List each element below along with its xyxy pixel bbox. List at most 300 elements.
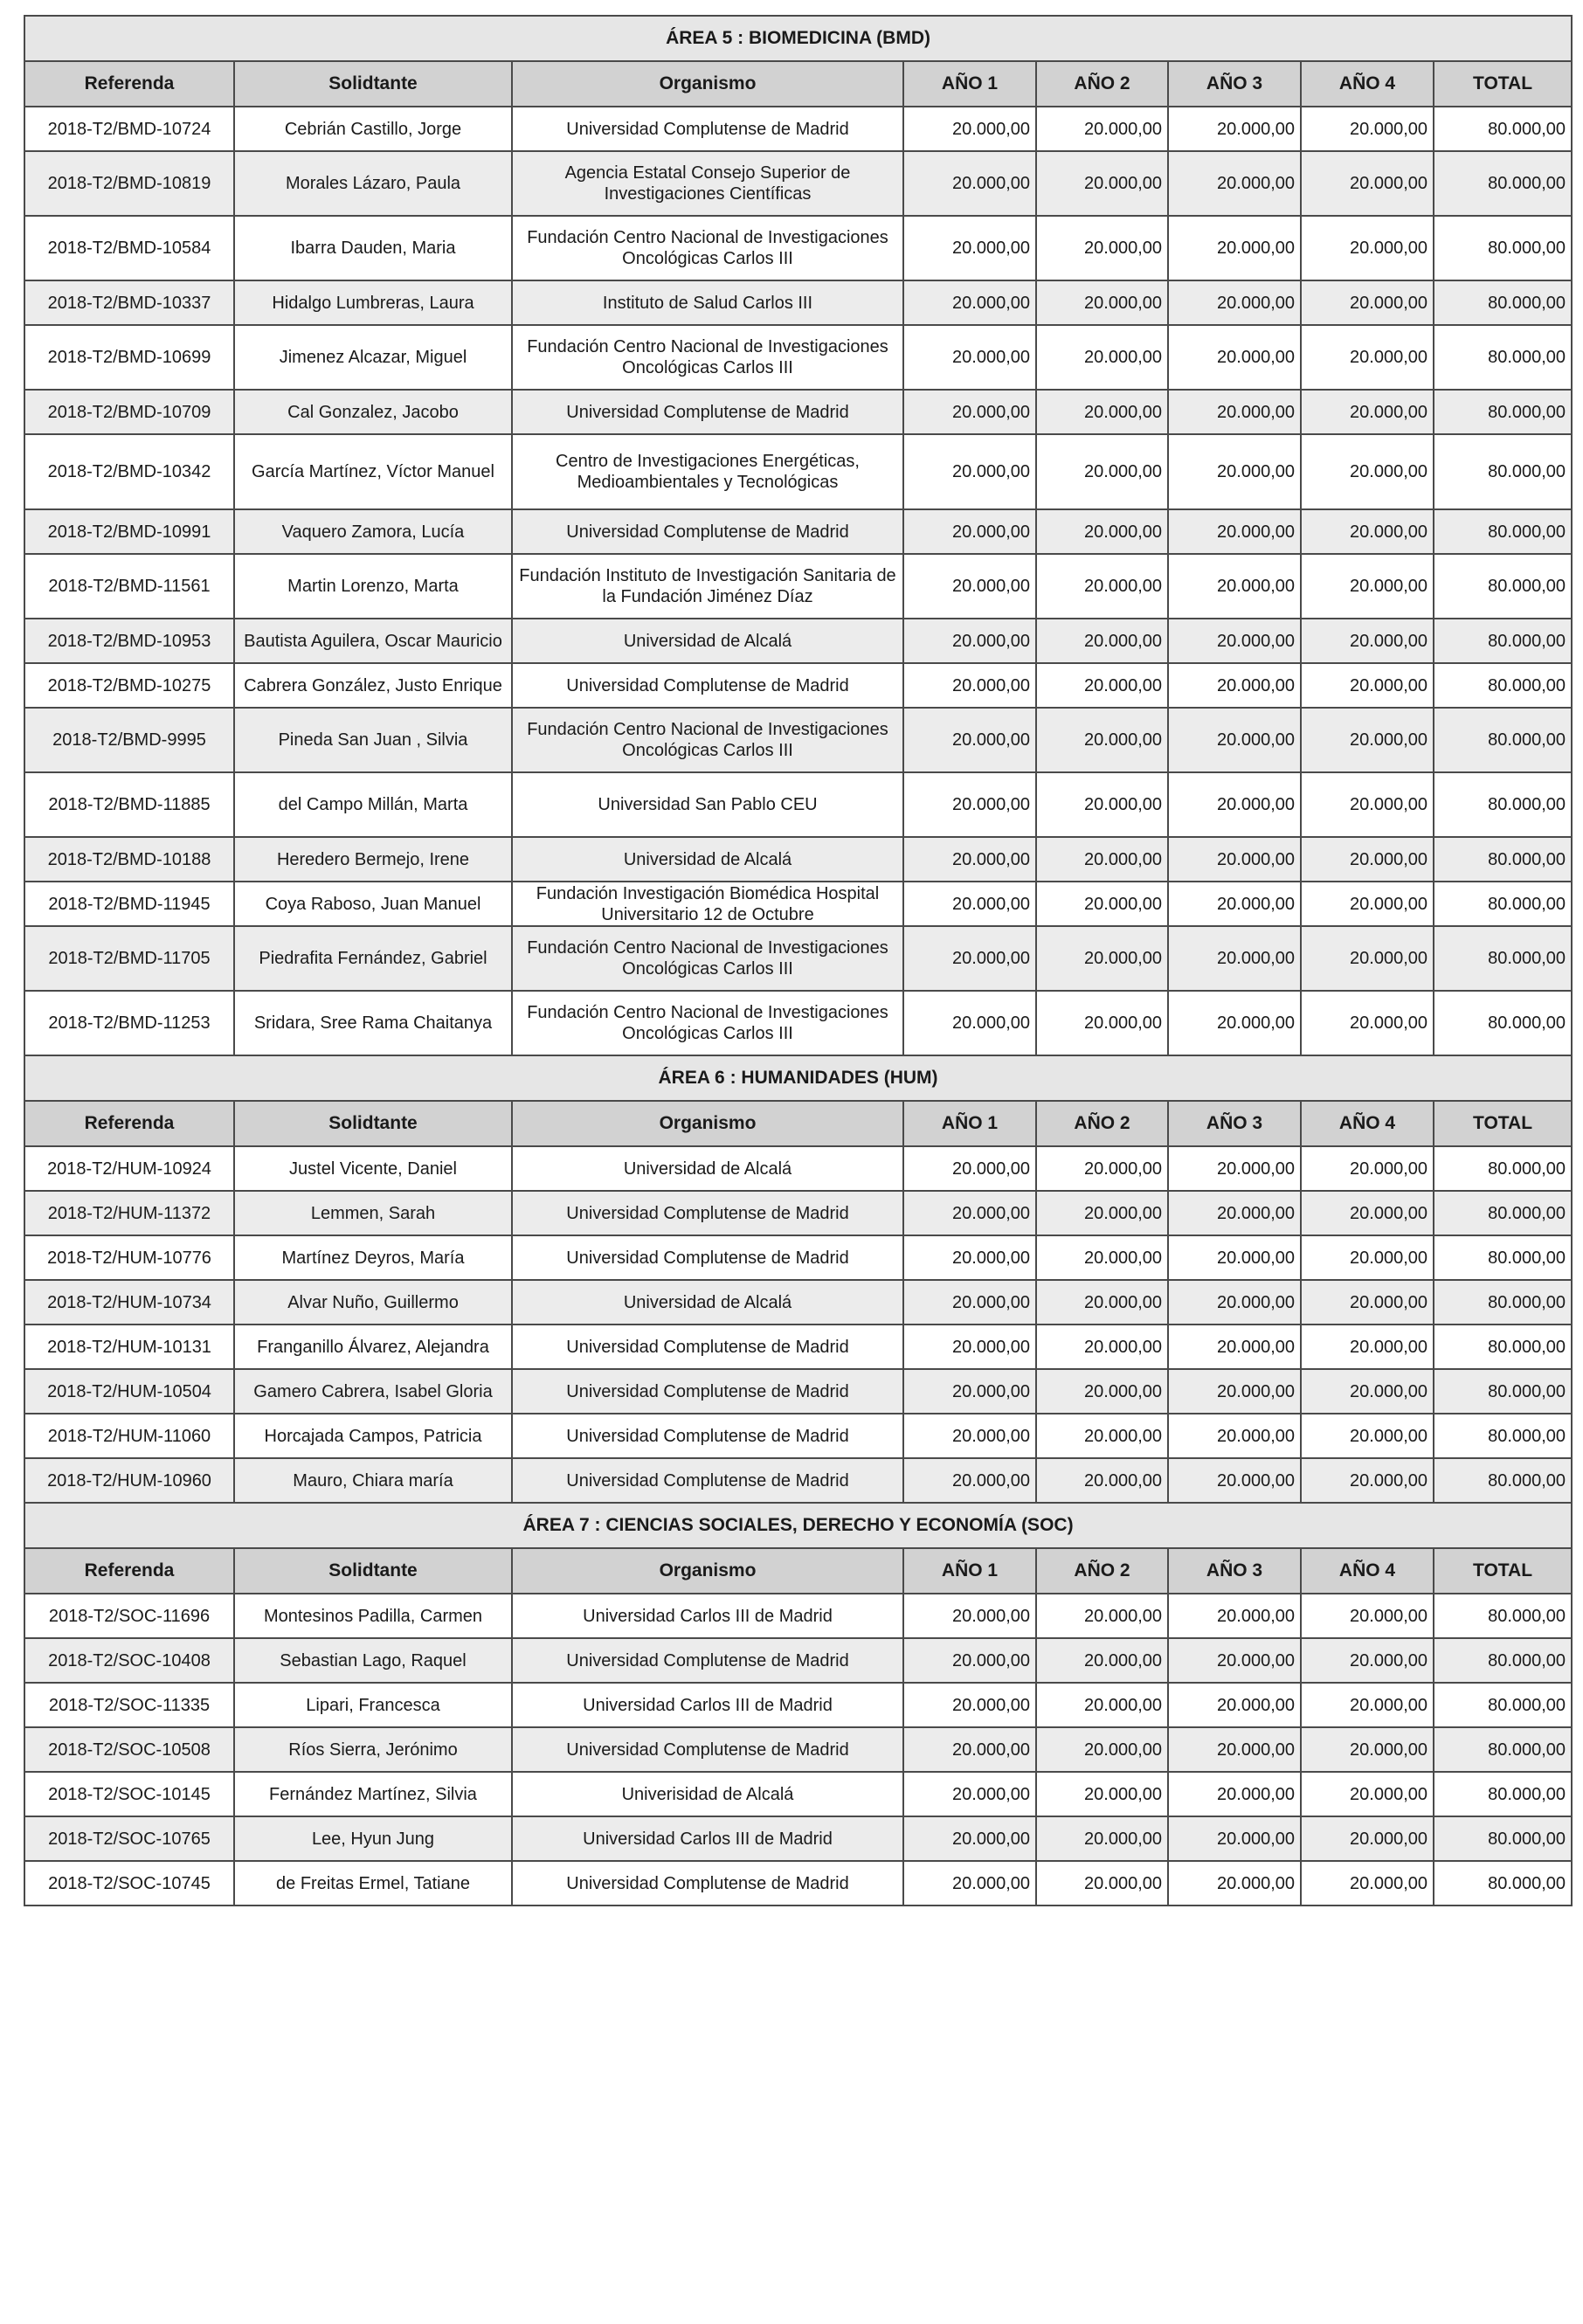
table-row	[24, 1369, 1572, 1414]
cell-y4: 20.000,00	[1301, 151, 1434, 216]
cell-y1: 20.000,00	[903, 1146, 1036, 1191]
cell-total: 80.000,00	[1434, 991, 1572, 1055]
cell-y4: 20.000,00	[1301, 926, 1434, 991]
column-header-applicant: Solidtante	[234, 61, 512, 107]
cell-total: 80.000,00	[1434, 1458, 1572, 1503]
cell-y1: 20.000,00	[903, 1191, 1036, 1235]
cell-y1: 20.000,00	[903, 1772, 1036, 1816]
cell-org: Universidad Carlos III de Madrid	[512, 1594, 903, 1638]
cell-total: 80.000,00	[1434, 1280, 1572, 1325]
cell-ref: 2018-T2/BMD-10699	[24, 325, 234, 390]
cell-org: Universidad Complutense de Madrid	[512, 663, 903, 708]
table-row	[24, 619, 1572, 663]
cell-applicant: Franganillo Álvarez, Alejandra	[234, 1325, 512, 1369]
cell-total: 80.000,00	[1434, 216, 1572, 280]
cell-y3: 20.000,00	[1168, 1369, 1301, 1414]
table-row	[24, 216, 1572, 280]
cell-total: 80.000,00	[1434, 1414, 1572, 1458]
cell-y4: 20.000,00	[1301, 991, 1434, 1055]
column-header-org: Organismo	[512, 1101, 903, 1146]
cell-y1: 20.000,00	[903, 619, 1036, 663]
cell-applicant: Morales Lázaro, Paula	[234, 151, 512, 216]
cell-ref: 2018-T2/BMD-10724	[24, 107, 234, 151]
table-row	[24, 1638, 1572, 1683]
cell-y4: 20.000,00	[1301, 1727, 1434, 1772]
table-row	[24, 151, 1572, 216]
document-page	[24, 15, 1571, 1906]
cell-org: Universidad de Alcalá	[512, 619, 903, 663]
cell-y4: 20.000,00	[1301, 1638, 1434, 1683]
cell-y4: 20.000,00	[1301, 1325, 1434, 1369]
cell-y4: 20.000,00	[1301, 1414, 1434, 1458]
cell-y1: 20.000,00	[903, 1458, 1036, 1503]
cell-org: Universidad Complutense de Madrid	[512, 390, 903, 434]
cell-total: 80.000,00	[1434, 882, 1572, 926]
column-header-row	[24, 61, 1572, 107]
cell-ref: 2018-T2/BMD-11885	[24, 772, 234, 837]
cell-applicant: Ríos Sierra, Jerónimo	[234, 1727, 512, 1772]
cell-org: Fundación Centro Nacional de Investigaciones Oncológicas Carlos III	[512, 926, 903, 991]
cell-y2: 20.000,00	[1036, 1369, 1168, 1414]
table-row	[24, 1727, 1572, 1772]
section-title-row	[24, 16, 1572, 61]
cell-y1: 20.000,00	[903, 882, 1036, 926]
cell-org: Universidad Complutense de Madrid	[512, 1458, 903, 1503]
cell-org: Universidad Complutense de Madrid	[512, 1191, 903, 1235]
cell-applicant: Lee, Hyun Jung	[234, 1816, 512, 1861]
cell-y2: 20.000,00	[1036, 107, 1168, 151]
cell-applicant: Jimenez Alcazar, Miguel	[234, 325, 512, 390]
cell-y2: 20.000,00	[1036, 772, 1168, 837]
cell-total: 80.000,00	[1434, 1146, 1572, 1191]
cell-applicant: Montesinos Padilla, Carmen	[234, 1594, 512, 1638]
cell-total: 80.000,00	[1434, 1861, 1572, 1906]
column-header-y1: AÑO 1	[903, 61, 1036, 107]
column-header-y2: AÑO 2	[1036, 1101, 1168, 1146]
cell-y2: 20.000,00	[1036, 1861, 1168, 1906]
cell-applicant: Sridara, Sree Rama Chaitanya	[234, 991, 512, 1055]
table-row	[24, 325, 1572, 390]
cell-ref: 2018-T2/HUM-10776	[24, 1235, 234, 1280]
cell-y2: 20.000,00	[1036, 151, 1168, 216]
column-header-applicant: Solidtante	[234, 1548, 512, 1594]
cell-y4: 20.000,00	[1301, 1280, 1434, 1325]
cell-applicant: Mauro, Chiara maría	[234, 1458, 512, 1503]
cell-org: Universidad de Alcalá	[512, 837, 903, 882]
cell-y2: 20.000,00	[1036, 280, 1168, 325]
cell-applicant: Heredero Bermejo, Irene	[234, 837, 512, 882]
cell-y3: 20.000,00	[1168, 1414, 1301, 1458]
column-header-y2: AÑO 2	[1036, 61, 1168, 107]
cell-y1: 20.000,00	[903, 509, 1036, 554]
cell-ref: 2018-T2/SOC-10408	[24, 1638, 234, 1683]
cell-y2: 20.000,00	[1036, 1414, 1168, 1458]
cell-y2: 20.000,00	[1036, 1235, 1168, 1280]
cell-total: 80.000,00	[1434, 926, 1572, 991]
cell-y3: 20.000,00	[1168, 1594, 1301, 1638]
cell-y4: 20.000,00	[1301, 325, 1434, 390]
section-title: ÁREA 5 : BIOMEDICINA (BMD)	[24, 16, 1572, 61]
cell-org: Instituto de Salud Carlos III	[512, 280, 903, 325]
cell-applicant: Justel Vicente, Daniel	[234, 1146, 512, 1191]
cell-total: 80.000,00	[1434, 1772, 1572, 1816]
cell-y4: 20.000,00	[1301, 1816, 1434, 1861]
cell-applicant: Cal Gonzalez, Jacobo	[234, 390, 512, 434]
cell-y1: 20.000,00	[903, 1594, 1036, 1638]
cell-y3: 20.000,00	[1168, 1146, 1301, 1191]
cell-y4: 20.000,00	[1301, 663, 1434, 708]
table-row	[24, 926, 1572, 991]
column-header-y3: AÑO 3	[1168, 1548, 1301, 1594]
cell-applicant: García Martínez, Víctor Manuel	[234, 434, 512, 509]
cell-ref: 2018-T2/BMD-11561	[24, 554, 234, 619]
cell-org: Universidad Complutense de Madrid	[512, 509, 903, 554]
cell-ref: 2018-T2/BMD-10709	[24, 390, 234, 434]
cell-total: 80.000,00	[1434, 708, 1572, 772]
cell-y4: 20.000,00	[1301, 882, 1434, 926]
cell-y4: 20.000,00	[1301, 434, 1434, 509]
table-row	[24, 991, 1572, 1055]
column-header-ref: Referenda	[24, 61, 234, 107]
cell-org: Universidad de Alcalá	[512, 1280, 903, 1325]
cell-y1: 20.000,00	[903, 708, 1036, 772]
cell-applicant: del Campo Millán, Marta	[234, 772, 512, 837]
column-header-total: TOTAL	[1434, 1101, 1572, 1146]
cell-total: 80.000,00	[1434, 1727, 1572, 1772]
column-header-y4: AÑO 4	[1301, 1101, 1434, 1146]
table-row	[24, 280, 1572, 325]
cell-y2: 20.000,00	[1036, 708, 1168, 772]
cell-y3: 20.000,00	[1168, 1772, 1301, 1816]
cell-y2: 20.000,00	[1036, 926, 1168, 991]
cell-ref: 2018-T2/SOC-10508	[24, 1727, 234, 1772]
section-title: ÁREA 6 : HUMANIDADES (HUM)	[24, 1055, 1572, 1101]
table-row	[24, 107, 1572, 151]
section-title-row	[24, 1055, 1572, 1101]
column-header-y4: AÑO 4	[1301, 61, 1434, 107]
cell-applicant: Horcajada Campos, Patricia	[234, 1414, 512, 1458]
cell-y4: 20.000,00	[1301, 1861, 1434, 1906]
cell-applicant: Piedrafita Fernández, Gabriel	[234, 926, 512, 991]
column-header-ref: Referenda	[24, 1101, 234, 1146]
cell-y2: 20.000,00	[1036, 325, 1168, 390]
cell-y2: 20.000,00	[1036, 663, 1168, 708]
cell-org: Universidad Complutense de Madrid	[512, 1414, 903, 1458]
table-row	[24, 1594, 1572, 1638]
cell-applicant: Hidalgo Lumbreras, Laura	[234, 280, 512, 325]
cell-y2: 20.000,00	[1036, 1325, 1168, 1369]
table-row	[24, 1280, 1572, 1325]
cell-y3: 20.000,00	[1168, 554, 1301, 619]
column-header-total: TOTAL	[1434, 1548, 1572, 1594]
cell-y3: 20.000,00	[1168, 1816, 1301, 1861]
cell-y1: 20.000,00	[903, 1861, 1036, 1906]
cell-org: Centro de Investigaciones Energéticas, Medioambientales y Tecnológicas	[512, 434, 903, 509]
cell-org: Universidad Complutense de Madrid	[512, 1369, 903, 1414]
cell-y3: 20.000,00	[1168, 390, 1301, 434]
cell-y4: 20.000,00	[1301, 1146, 1434, 1191]
cell-applicant: Ibarra Dauden, Maria	[234, 216, 512, 280]
cell-y1: 20.000,00	[903, 1280, 1036, 1325]
section-title-row	[24, 1503, 1572, 1548]
cell-y2: 20.000,00	[1036, 991, 1168, 1055]
cell-y1: 20.000,00	[903, 1369, 1036, 1414]
cell-y3: 20.000,00	[1168, 926, 1301, 991]
cell-ref: 2018-T2/BMD-10337	[24, 280, 234, 325]
table-row	[24, 1683, 1572, 1727]
cell-applicant: Bautista Aguilera, Oscar Mauricio	[234, 619, 512, 663]
table-row	[24, 708, 1572, 772]
cell-applicant: Alvar Nuño, Guillermo	[234, 1280, 512, 1325]
table-row	[24, 1146, 1572, 1191]
cell-y2: 20.000,00	[1036, 1727, 1168, 1772]
cell-y3: 20.000,00	[1168, 1191, 1301, 1235]
cell-y4: 20.000,00	[1301, 509, 1434, 554]
cell-ref: 2018-T2/BMD-10275	[24, 663, 234, 708]
cell-y3: 20.000,00	[1168, 1235, 1301, 1280]
cell-y3: 20.000,00	[1168, 280, 1301, 325]
cell-y1: 20.000,00	[903, 1683, 1036, 1727]
cell-ref: 2018-T2/HUM-10924	[24, 1146, 234, 1191]
table-row	[24, 1191, 1572, 1235]
cell-y3: 20.000,00	[1168, 434, 1301, 509]
cell-y1: 20.000,00	[903, 1638, 1036, 1683]
cell-y2: 20.000,00	[1036, 434, 1168, 509]
cell-total: 80.000,00	[1434, 151, 1572, 216]
cell-y3: 20.000,00	[1168, 837, 1301, 882]
column-header-y3: AÑO 3	[1168, 1101, 1301, 1146]
cell-y4: 20.000,00	[1301, 216, 1434, 280]
cell-y1: 20.000,00	[903, 926, 1036, 991]
section-title: ÁREA 7 : CIENCIAS SOCIALES, DERECHO Y ECONOMÍA (SOC)	[24, 1503, 1572, 1548]
cell-org: Agencia Estatal Consejo Superior de Investigaciones Científicas	[512, 151, 903, 216]
cell-y4: 20.000,00	[1301, 280, 1434, 325]
cell-y3: 20.000,00	[1168, 619, 1301, 663]
column-header-y1: AÑO 1	[903, 1548, 1036, 1594]
cell-total: 80.000,00	[1434, 280, 1572, 325]
column-header-y2: AÑO 2	[1036, 1548, 1168, 1594]
cell-org: Universidad Complutense de Madrid	[512, 1727, 903, 1772]
cell-y1: 20.000,00	[903, 1816, 1036, 1861]
cell-applicant: Vaquero Zamora, Lucía	[234, 509, 512, 554]
cell-total: 80.000,00	[1434, 1325, 1572, 1369]
cell-org: Univerisidad de Alcalá	[512, 1772, 903, 1816]
cell-y4: 20.000,00	[1301, 708, 1434, 772]
cell-total: 80.000,00	[1434, 509, 1572, 554]
column-header-org: Organismo	[512, 1548, 903, 1594]
cell-total: 80.000,00	[1434, 325, 1572, 390]
cell-y1: 20.000,00	[903, 107, 1036, 151]
cell-y4: 20.000,00	[1301, 772, 1434, 837]
cell-org: Universidad Complutense de Madrid	[512, 1325, 903, 1369]
cell-y2: 20.000,00	[1036, 554, 1168, 619]
cell-applicant: Fernández Martínez, Silvia	[234, 1772, 512, 1816]
table-row	[24, 882, 1572, 926]
cell-y4: 20.000,00	[1301, 1594, 1434, 1638]
cell-y1: 20.000,00	[903, 216, 1036, 280]
cell-y3: 20.000,00	[1168, 151, 1301, 216]
cell-y1: 20.000,00	[903, 1325, 1036, 1369]
cell-y4: 20.000,00	[1301, 107, 1434, 151]
cell-y3: 20.000,00	[1168, 708, 1301, 772]
cell-ref: 2018-T2/BMD-10819	[24, 151, 234, 216]
cell-y3: 20.000,00	[1168, 1280, 1301, 1325]
cell-applicant: Martínez Deyros, María	[234, 1235, 512, 1280]
cell-org: Fundación Centro Nacional de Investigaciones Oncológicas Carlos III	[512, 708, 903, 772]
cell-y3: 20.000,00	[1168, 1458, 1301, 1503]
cell-ref: 2018-T2/SOC-11696	[24, 1594, 234, 1638]
column-header-ref: Referenda	[24, 1548, 234, 1594]
cell-ref: 2018-T2/BMD-10188	[24, 837, 234, 882]
cell-total: 80.000,00	[1434, 1816, 1572, 1861]
grants-table	[24, 15, 1573, 1906]
cell-applicant: de Freitas Ermel, Tatiane	[234, 1861, 512, 1906]
cell-y4: 20.000,00	[1301, 1458, 1434, 1503]
cell-total: 80.000,00	[1434, 390, 1572, 434]
table-row	[24, 1861, 1572, 1906]
cell-total: 80.000,00	[1434, 1683, 1572, 1727]
cell-y2: 20.000,00	[1036, 1816, 1168, 1861]
cell-y1: 20.000,00	[903, 151, 1036, 216]
table-row	[24, 1325, 1572, 1369]
cell-y1: 20.000,00	[903, 434, 1036, 509]
cell-y3: 20.000,00	[1168, 882, 1301, 926]
cell-total: 80.000,00	[1434, 1369, 1572, 1414]
cell-y3: 20.000,00	[1168, 1325, 1301, 1369]
cell-y2: 20.000,00	[1036, 1191, 1168, 1235]
cell-y1: 20.000,00	[903, 991, 1036, 1055]
cell-ref: 2018-T2/HUM-11060	[24, 1414, 234, 1458]
cell-ref: 2018-T2/SOC-10745	[24, 1861, 234, 1906]
column-header-y4: AÑO 4	[1301, 1548, 1434, 1594]
table-row	[24, 1458, 1572, 1503]
column-header-org: Organismo	[512, 61, 903, 107]
cell-y1: 20.000,00	[903, 1414, 1036, 1458]
cell-y4: 20.000,00	[1301, 1369, 1434, 1414]
cell-ref: 2018-T2/BMD-10584	[24, 216, 234, 280]
cell-y1: 20.000,00	[903, 663, 1036, 708]
cell-applicant: Cebrián Castillo, Jorge	[234, 107, 512, 151]
cell-ref: 2018-T2/HUM-11372	[24, 1191, 234, 1235]
cell-applicant: Cabrera González, Justo Enrique	[234, 663, 512, 708]
cell-y3: 20.000,00	[1168, 1727, 1301, 1772]
cell-y2: 20.000,00	[1036, 1594, 1168, 1638]
cell-ref: 2018-T2/BMD-10991	[24, 509, 234, 554]
cell-total: 80.000,00	[1434, 772, 1572, 837]
cell-y1: 20.000,00	[903, 390, 1036, 434]
column-header-applicant: Solidtante	[234, 1101, 512, 1146]
table-row	[24, 1772, 1572, 1816]
cell-y4: 20.000,00	[1301, 1683, 1434, 1727]
cell-y1: 20.000,00	[903, 325, 1036, 390]
cell-y2: 20.000,00	[1036, 1280, 1168, 1325]
cell-org: Universidad de Alcalá	[512, 1146, 903, 1191]
cell-y3: 20.000,00	[1168, 772, 1301, 837]
cell-y2: 20.000,00	[1036, 882, 1168, 926]
cell-ref: 2018-T2/BMD-9995	[24, 708, 234, 772]
cell-y2: 20.000,00	[1036, 1458, 1168, 1503]
cell-org: Universidad Complutense de Madrid	[512, 1861, 903, 1906]
cell-org: Fundación Instituto de Investigación Sanitaria de la Fundación Jiménez Díaz	[512, 554, 903, 619]
cell-y1: 20.000,00	[903, 1727, 1036, 1772]
cell-total: 80.000,00	[1434, 554, 1572, 619]
cell-total: 80.000,00	[1434, 1638, 1572, 1683]
cell-org: Fundación Investigación Biomédica Hospital Universitario 12 de Octubre	[512, 882, 903, 926]
cell-y3: 20.000,00	[1168, 663, 1301, 708]
table-row	[24, 1816, 1572, 1861]
cell-ref: 2018-T2/BMD-11253	[24, 991, 234, 1055]
cell-y2: 20.000,00	[1036, 509, 1168, 554]
cell-org: Universidad Complutense de Madrid	[512, 107, 903, 151]
cell-y2: 20.000,00	[1036, 216, 1168, 280]
cell-org: Fundación Centro Nacional de Investigaciones Oncológicas Carlos III	[512, 991, 903, 1055]
cell-org: Universidad Complutense de Madrid	[512, 1235, 903, 1280]
table-body	[24, 16, 1572, 1906]
cell-y1: 20.000,00	[903, 1235, 1036, 1280]
table-row	[24, 663, 1572, 708]
cell-y3: 20.000,00	[1168, 1638, 1301, 1683]
cell-y1: 20.000,00	[903, 280, 1036, 325]
cell-y4: 20.000,00	[1301, 390, 1434, 434]
cell-ref: 2018-T2/HUM-10734	[24, 1280, 234, 1325]
cell-org: Universidad Carlos III de Madrid	[512, 1816, 903, 1861]
cell-y2: 20.000,00	[1036, 1683, 1168, 1727]
cell-ref: 2018-T2/SOC-10145	[24, 1772, 234, 1816]
cell-ref: 2018-T2/BMD-10953	[24, 619, 234, 663]
cell-applicant: Sebastian Lago, Raquel	[234, 1638, 512, 1683]
cell-y3: 20.000,00	[1168, 216, 1301, 280]
table-row	[24, 509, 1572, 554]
cell-total: 80.000,00	[1434, 619, 1572, 663]
cell-y3: 20.000,00	[1168, 1683, 1301, 1727]
cell-ref: 2018-T2/HUM-10504	[24, 1369, 234, 1414]
cell-y3: 20.000,00	[1168, 509, 1301, 554]
table-row	[24, 1414, 1572, 1458]
column-header-y1: AÑO 1	[903, 1101, 1036, 1146]
cell-y1: 20.000,00	[903, 772, 1036, 837]
cell-y2: 20.000,00	[1036, 619, 1168, 663]
cell-applicant: Gamero Cabrera, Isabel Gloria	[234, 1369, 512, 1414]
cell-org: Universidad Complutense de Madrid	[512, 1638, 903, 1683]
cell-ref: 2018-T2/HUM-10960	[24, 1458, 234, 1503]
cell-org: Universidad San Pablo CEU	[512, 772, 903, 837]
cell-total: 80.000,00	[1434, 1594, 1572, 1638]
cell-ref: 2018-T2/BMD-10342	[24, 434, 234, 509]
cell-y2: 20.000,00	[1036, 390, 1168, 434]
cell-y4: 20.000,00	[1301, 554, 1434, 619]
cell-y1: 20.000,00	[903, 554, 1036, 619]
cell-total: 80.000,00	[1434, 1191, 1572, 1235]
table-row	[24, 837, 1572, 882]
cell-org: Universidad Carlos III de Madrid	[512, 1683, 903, 1727]
cell-applicant: Coya Raboso, Juan Manuel	[234, 882, 512, 926]
cell-ref: 2018-T2/SOC-11335	[24, 1683, 234, 1727]
cell-y2: 20.000,00	[1036, 837, 1168, 882]
cell-y1: 20.000,00	[903, 837, 1036, 882]
cell-total: 80.000,00	[1434, 434, 1572, 509]
cell-y2: 20.000,00	[1036, 1146, 1168, 1191]
cell-org: Fundación Centro Nacional de Investigaciones Oncológicas Carlos III	[512, 325, 903, 390]
cell-y4: 20.000,00	[1301, 1191, 1434, 1235]
table-row	[24, 434, 1572, 509]
cell-y3: 20.000,00	[1168, 1861, 1301, 1906]
cell-ref: 2018-T2/BMD-11945	[24, 882, 234, 926]
cell-total: 80.000,00	[1434, 107, 1572, 151]
cell-applicant: Lemmen, Sarah	[234, 1191, 512, 1235]
column-header-row	[24, 1548, 1572, 1594]
cell-total: 80.000,00	[1434, 837, 1572, 882]
column-header-y3: AÑO 3	[1168, 61, 1301, 107]
